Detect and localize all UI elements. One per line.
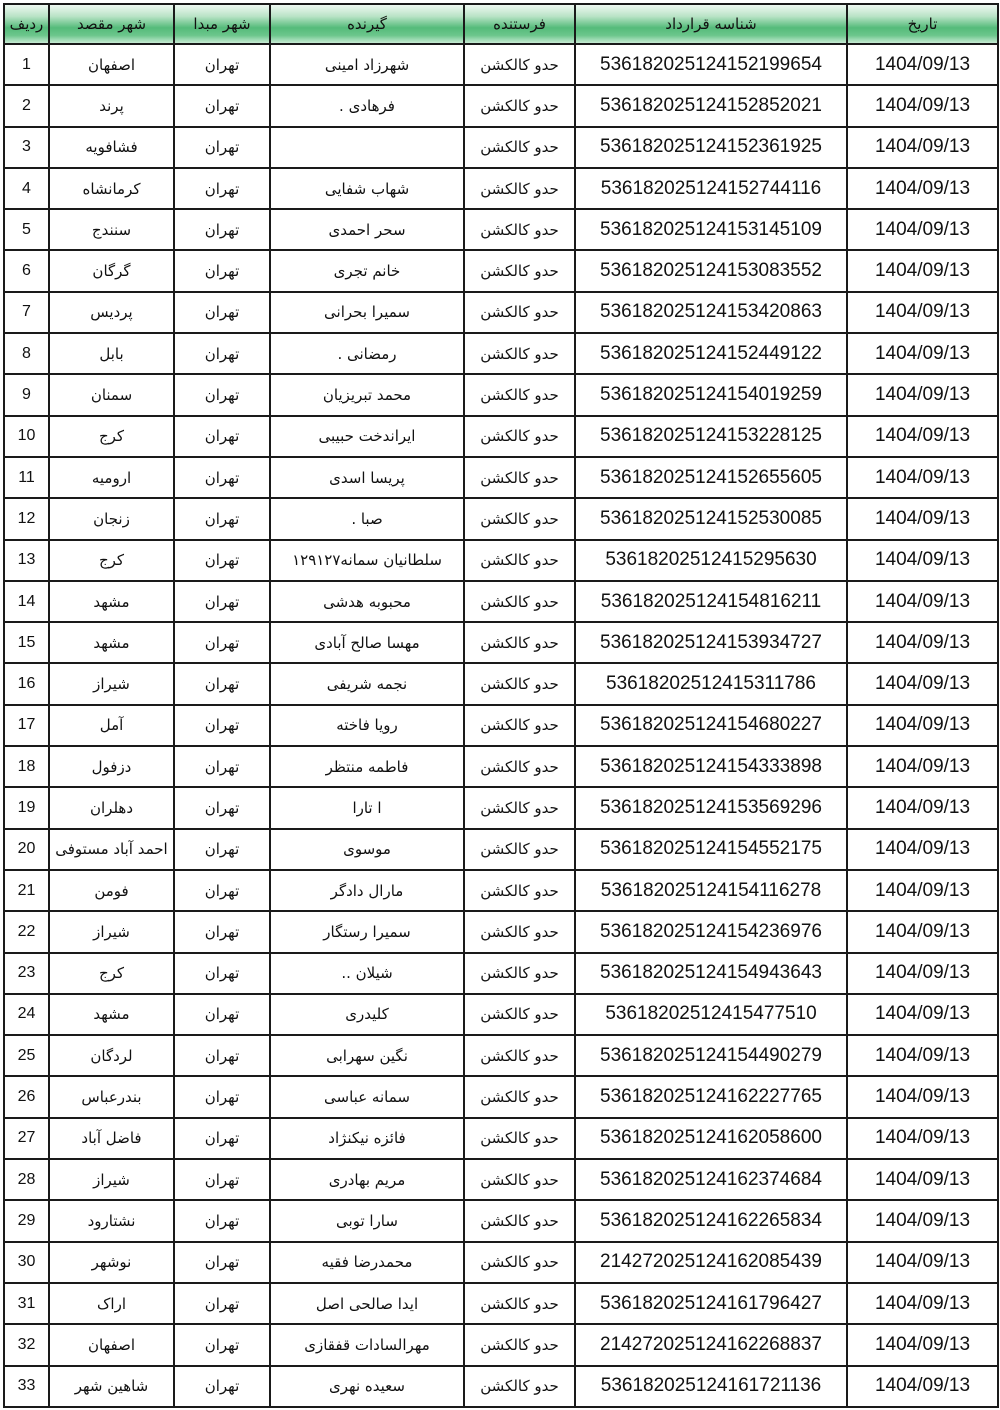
sender-cell: حدو کالکشن (464, 994, 575, 1035)
sender-cell: حدو کالکشن (464, 498, 575, 539)
header-receiver: گیرنده (270, 4, 464, 44)
origin-cell: تهران (174, 416, 270, 457)
date-cell: 1404/09/13 (847, 622, 998, 663)
date-cell: 1404/09/13 (847, 457, 998, 498)
table-row (4, 292, 998, 333)
origin-cell: تهران (174, 498, 270, 539)
row-number-cell: 25 (4, 1035, 49, 1076)
date-cell: 1404/09/13 (847, 746, 998, 787)
destination-cell: شاهین شهر (49, 1366, 174, 1407)
table-row (4, 333, 998, 374)
table-row (4, 250, 998, 291)
date-cell: 1404/09/13 (847, 1118, 998, 1159)
origin-cell: تهران (174, 44, 270, 85)
sender-cell: حدو کالکشن (464, 374, 575, 415)
origin-cell: تهران (174, 581, 270, 622)
destination-cell: لردگان (49, 1035, 174, 1076)
date-cell: 1404/09/13 (847, 953, 998, 994)
table-row (4, 1366, 998, 1407)
sender-cell: حدو کالکشن (464, 1200, 575, 1241)
origin-cell: تهران (174, 622, 270, 663)
date-cell: 1404/09/13 (847, 829, 998, 870)
date-cell: 1404/09/13 (847, 250, 998, 291)
sender-cell: حدو کالکشن (464, 209, 575, 250)
row-number-cell: 10 (4, 416, 49, 457)
contract-id-cell: 536182025124154019259 (575, 374, 847, 415)
row-number-cell: 33 (4, 1366, 49, 1407)
origin-cell: تهران (174, 1159, 270, 1200)
contract-id-cell: 536182025124153420863 (575, 292, 847, 333)
row-number-cell: 4 (4, 168, 49, 209)
origin-cell: تهران (174, 1283, 270, 1324)
origin-cell: تهران (174, 209, 270, 250)
receiver-cell: صبا . (270, 498, 464, 539)
row-number-cell: 32 (4, 1324, 49, 1365)
origin-cell: تهران (174, 127, 270, 168)
sender-cell: حدو کالکشن (464, 1324, 575, 1365)
receiver-cell: خانم تجری (270, 250, 464, 291)
date-cell: 1404/09/13 (847, 1324, 998, 1365)
receiver-cell: محبوبه هدشی (270, 581, 464, 622)
row-number-cell: 3 (4, 127, 49, 168)
row-number-cell: 12 (4, 498, 49, 539)
destination-cell: دزفول (49, 746, 174, 787)
receiver-cell: پریسا اسدی (270, 457, 464, 498)
header-destination: شهر مقصد (49, 4, 174, 44)
date-cell: 1404/09/13 (847, 416, 998, 457)
origin-cell: تهران (174, 250, 270, 291)
sender-cell: حدو کالکشن (464, 1035, 575, 1076)
destination-cell: کرج (49, 416, 174, 457)
contract-id-cell: 536182025124154333898 (575, 746, 847, 787)
table-row (4, 1159, 998, 1200)
receiver-cell (270, 127, 464, 168)
table-row (4, 870, 998, 911)
destination-cell: مشهد (49, 622, 174, 663)
sender-cell: حدو کالکشن (464, 127, 575, 168)
receiver-cell: مریم بهادری (270, 1159, 464, 1200)
contract-id-cell: 536182025124154116278 (575, 870, 847, 911)
receiver-cell: سمیرا بحرانی (270, 292, 464, 333)
destination-cell: زنجان (49, 498, 174, 539)
sender-cell: حدو کالکشن (464, 457, 575, 498)
destination-cell: احمد آباد مستوفی (49, 829, 174, 870)
origin-cell: تهران (174, 1324, 270, 1365)
destination-cell: بندرعباس (49, 1076, 174, 1117)
row-number-cell: 18 (4, 746, 49, 787)
contract-id-cell: 536182025124152530085 (575, 498, 847, 539)
table-row (4, 953, 998, 994)
sender-cell: حدو کالکشن (464, 168, 575, 209)
table-row (4, 705, 998, 746)
row-number-cell: 31 (4, 1283, 49, 1324)
sender-cell: حدو کالکشن (464, 1366, 575, 1407)
origin-cell: تهران (174, 829, 270, 870)
header-row-number: ردیف (4, 4, 49, 44)
table-row (4, 581, 998, 622)
origin-cell: تهران (174, 994, 270, 1035)
origin-cell: تهران (174, 1242, 270, 1283)
header-origin: شهر مبدا (174, 4, 270, 44)
sender-cell: حدو کالکشن (464, 44, 575, 85)
header-sender: فرستنده (464, 4, 575, 44)
sender-cell: حدو کالکشن (464, 416, 575, 457)
row-number-cell: 6 (4, 250, 49, 291)
row-number-cell: 11 (4, 457, 49, 498)
row-number-cell: 9 (4, 374, 49, 415)
sender-cell: حدو کالکشن (464, 1076, 575, 1117)
table-row (4, 540, 998, 581)
receiver-cell: سارا توبی (270, 1200, 464, 1241)
table-row (4, 1076, 998, 1117)
destination-cell: پرند (49, 85, 174, 126)
destination-cell: آمل (49, 705, 174, 746)
table-row (4, 209, 998, 250)
contract-id-cell: 536182025124152655605 (575, 457, 847, 498)
receiver-cell: سحر احمدی (270, 209, 464, 250)
row-number-cell: 29 (4, 1200, 49, 1241)
sender-cell: حدو کالکشن (464, 1159, 575, 1200)
date-cell: 1404/09/13 (847, 1200, 998, 1241)
table-row (4, 663, 998, 704)
receiver-cell: موسوی (270, 829, 464, 870)
row-number-cell: 7 (4, 292, 49, 333)
sender-cell: حدو کالکشن (464, 746, 575, 787)
receiver-cell: ایدا صالحی اصل (270, 1283, 464, 1324)
table-row (4, 374, 998, 415)
origin-cell: تهران (174, 374, 270, 415)
origin-cell: تهران (174, 787, 270, 828)
row-number-cell: 30 (4, 1242, 49, 1283)
contract-id-cell: 536182025124154816211 (575, 581, 847, 622)
row-number-cell: 22 (4, 911, 49, 952)
origin-cell: تهران (174, 1366, 270, 1407)
destination-cell: گرگان (49, 250, 174, 291)
row-number-cell: 15 (4, 622, 49, 663)
destination-cell: ارومیه (49, 457, 174, 498)
table-row (4, 85, 998, 126)
sender-cell: حدو کالکشن (464, 1242, 575, 1283)
contract-id-cell: 536182025124154490279 (575, 1035, 847, 1076)
row-number-cell: 5 (4, 209, 49, 250)
table-row (4, 168, 998, 209)
table-row (4, 416, 998, 457)
destination-cell: شیراز (49, 911, 174, 952)
date-cell: 1404/09/13 (847, 333, 998, 374)
header-date: تاریخ (847, 4, 998, 44)
sender-cell: حدو کالکشن (464, 250, 575, 291)
destination-cell: اصفهان (49, 1324, 174, 1365)
sender-cell: حدو کالکشن (464, 292, 575, 333)
table-row (4, 1283, 998, 1324)
header-row (4, 4, 998, 44)
sender-cell: حدو کالکشن (464, 911, 575, 952)
sender-cell: حدو کالکشن (464, 540, 575, 581)
destination-cell: اصفهان (49, 44, 174, 85)
date-cell: 1404/09/13 (847, 209, 998, 250)
row-number-cell: 27 (4, 1118, 49, 1159)
sender-cell: حدو کالکشن (464, 870, 575, 911)
origin-cell: تهران (174, 746, 270, 787)
origin-cell: تهران (174, 1035, 270, 1076)
receiver-cell: رمضانی . (270, 333, 464, 374)
row-number-cell: 17 (4, 705, 49, 746)
contract-id-cell: 536182025124162227765 (575, 1076, 847, 1117)
row-number-cell: 13 (4, 540, 49, 581)
destination-cell: اراک (49, 1283, 174, 1324)
origin-cell: تهران (174, 457, 270, 498)
contract-id-cell: 53618202512415311786 (575, 663, 847, 704)
date-cell: 1404/09/13 (847, 1242, 998, 1283)
receiver-cell: ایراندخت حبیبی (270, 416, 464, 457)
date-cell: 1404/09/13 (847, 1283, 998, 1324)
contract-id-cell: 536182025124162058600 (575, 1118, 847, 1159)
table-row (4, 127, 998, 168)
date-cell: 1404/09/13 (847, 374, 998, 415)
origin-cell: تهران (174, 1200, 270, 1241)
date-cell: 1404/09/13 (847, 127, 998, 168)
row-number-cell: 8 (4, 333, 49, 374)
destination-cell: کرمانشاه (49, 168, 174, 209)
table-row (4, 787, 998, 828)
row-number-cell: 26 (4, 1076, 49, 1117)
receiver-cell: مهسا صالح آبادی (270, 622, 464, 663)
receiver-cell: فائزه نیکنژاد (270, 1118, 464, 1159)
date-cell: 1404/09/13 (847, 1366, 998, 1407)
origin-cell: تهران (174, 1118, 270, 1159)
contract-id-cell: 536182025124161796427 (575, 1283, 847, 1324)
table-row (4, 994, 998, 1035)
contract-id-cell: 536182025124162374684 (575, 1159, 847, 1200)
origin-cell: تهران (174, 85, 270, 126)
date-cell: 1404/09/13 (847, 168, 998, 209)
sender-cell: حدو کالکشن (464, 829, 575, 870)
table-row (4, 911, 998, 952)
sender-cell: حدو کالکشن (464, 1283, 575, 1324)
date-cell: 1404/09/13 (847, 581, 998, 622)
contract-id-cell: 536182025124152744116 (575, 168, 847, 209)
date-cell: 1404/09/13 (847, 498, 998, 539)
origin-cell: تهران (174, 870, 270, 911)
origin-cell: تهران (174, 168, 270, 209)
origin-cell: تهران (174, 1076, 270, 1117)
contract-id-cell: 53618202512415477510 (575, 994, 847, 1035)
destination-cell: سنندج (49, 209, 174, 250)
row-number-cell: 23 (4, 953, 49, 994)
date-cell: 1404/09/13 (847, 540, 998, 581)
contract-id-cell: 536182025124162265834 (575, 1200, 847, 1241)
receiver-cell: مهرالسادات قفقازی (270, 1324, 464, 1365)
destination-cell: فومن (49, 870, 174, 911)
contract-id-cell: 536182025124153083552 (575, 250, 847, 291)
row-number-cell: 24 (4, 994, 49, 1035)
table-row (4, 1035, 998, 1076)
receiver-cell: فاطمه منتظر (270, 746, 464, 787)
destination-cell: پردیس (49, 292, 174, 333)
contract-id-cell: 536182025124153145109 (575, 209, 847, 250)
date-cell: 1404/09/13 (847, 1035, 998, 1076)
receiver-cell: سلطانیان سمانه۱۲۹۱۲۷ (270, 540, 464, 581)
origin-cell: تهران (174, 911, 270, 952)
contract-id-cell: 536182025124153934727 (575, 622, 847, 663)
sender-cell: حدو کالکشن (464, 705, 575, 746)
table-row (4, 1242, 998, 1283)
contract-id-cell: 536182025124154680227 (575, 705, 847, 746)
destination-cell: بابل (49, 333, 174, 374)
date-cell: 1404/09/13 (847, 44, 998, 85)
date-cell: 1404/09/13 (847, 705, 998, 746)
receiver-cell: سمانه عباسی (270, 1076, 464, 1117)
origin-cell: تهران (174, 333, 270, 374)
receiver-cell: شیلان .. (270, 953, 464, 994)
receiver-cell: رویا فاخته (270, 705, 464, 746)
receiver-cell: محمد تبریزیان (270, 374, 464, 415)
date-cell: 1404/09/13 (847, 292, 998, 333)
contract-id-cell: 536182025124152449122 (575, 333, 847, 374)
row-number-cell: 14 (4, 581, 49, 622)
table-row (4, 829, 998, 870)
contract-id-cell: 53618202512415295630 (575, 540, 847, 581)
origin-cell: تهران (174, 953, 270, 994)
receiver-cell: سمیرا رستگار (270, 911, 464, 952)
row-number-cell: 21 (4, 870, 49, 911)
sender-cell: حدو کالکشن (464, 953, 575, 994)
sender-cell: حدو کالکشن (464, 581, 575, 622)
row-number-cell: 16 (4, 663, 49, 704)
receiver-cell: شهاب شفایی (270, 168, 464, 209)
sender-cell: حدو کالکشن (464, 333, 575, 374)
destination-cell: فاضل آباد (49, 1118, 174, 1159)
destination-cell: نوشهر (49, 1242, 174, 1283)
date-cell: 1404/09/13 (847, 911, 998, 952)
contract-id-cell: 536182025124152852021 (575, 85, 847, 126)
contract-id-cell: 536182025124154943643 (575, 953, 847, 994)
contract-id-cell: 536182025124154552175 (575, 829, 847, 870)
contract-id-cell: 214272025124162268837 (575, 1324, 847, 1365)
destination-cell: شیراز (49, 663, 174, 704)
date-cell: 1404/09/13 (847, 663, 998, 704)
origin-cell: تهران (174, 292, 270, 333)
table-row (4, 1118, 998, 1159)
row-number-cell: 19 (4, 787, 49, 828)
destination-cell: کرج (49, 953, 174, 994)
receiver-cell: ا تارا (270, 787, 464, 828)
receiver-cell: فرهادی . (270, 85, 464, 126)
contract-id-cell: 214272025124162085439 (575, 1242, 847, 1283)
destination-cell: دهلران (49, 787, 174, 828)
contract-id-cell: 536182025124161721136 (575, 1366, 847, 1407)
contract-id-cell: 536182025124152199654 (575, 44, 847, 85)
receiver-cell: نجمه شریفی (270, 663, 464, 704)
contract-id-cell: 536182025124154236976 (575, 911, 847, 952)
table-row (4, 44, 998, 85)
table-row (4, 457, 998, 498)
destination-cell: فشافویه (49, 127, 174, 168)
table-row (4, 1200, 998, 1241)
destination-cell: شیراز (49, 1159, 174, 1200)
origin-cell: تهران (174, 540, 270, 581)
row-number-cell: 2 (4, 85, 49, 126)
sender-cell: حدو کالکشن (464, 85, 575, 126)
sender-cell: حدو کالکشن (464, 663, 575, 704)
table-row (4, 1324, 998, 1365)
destination-cell: مشهد (49, 581, 174, 622)
date-cell: 1404/09/13 (847, 787, 998, 828)
destination-cell: سمنان (49, 374, 174, 415)
table-row (4, 746, 998, 787)
shipments-table (3, 3, 999, 1408)
receiver-cell: کلیدری (270, 994, 464, 1035)
destination-cell: کرج (49, 540, 174, 581)
date-cell: 1404/09/13 (847, 870, 998, 911)
row-number-cell: 20 (4, 829, 49, 870)
table-row (4, 622, 998, 663)
contract-id-cell: 536182025124152361925 (575, 127, 847, 168)
contract-id-cell: 536182025124153569296 (575, 787, 847, 828)
row-number-cell: 1 (4, 44, 49, 85)
table-row (4, 498, 998, 539)
date-cell: 1404/09/13 (847, 1159, 998, 1200)
receiver-cell: مارال دادگر (270, 870, 464, 911)
table-body (4, 44, 998, 1407)
origin-cell: تهران (174, 663, 270, 704)
receiver-cell: سعیده نهری (270, 1366, 464, 1407)
sender-cell: حدو کالکشن (464, 787, 575, 828)
receiver-cell: نگین سهرابی (270, 1035, 464, 1076)
date-cell: 1404/09/13 (847, 85, 998, 126)
receiver-cell: شهرزاد امینی (270, 44, 464, 85)
date-cell: 1404/09/13 (847, 994, 998, 1035)
sender-cell: حدو کالکشن (464, 622, 575, 663)
row-number-cell: 28 (4, 1159, 49, 1200)
sender-cell: حدو کالکشن (464, 1118, 575, 1159)
origin-cell: تهران (174, 705, 270, 746)
receiver-cell: محمدرضا فقیه (270, 1242, 464, 1283)
destination-cell: مشهد (49, 994, 174, 1035)
date-cell: 1404/09/13 (847, 1076, 998, 1117)
destination-cell: نشتارود (49, 1200, 174, 1241)
contract-id-cell: 536182025124153228125 (575, 416, 847, 457)
header-contract-id: شناسه قرارداد (575, 4, 847, 44)
